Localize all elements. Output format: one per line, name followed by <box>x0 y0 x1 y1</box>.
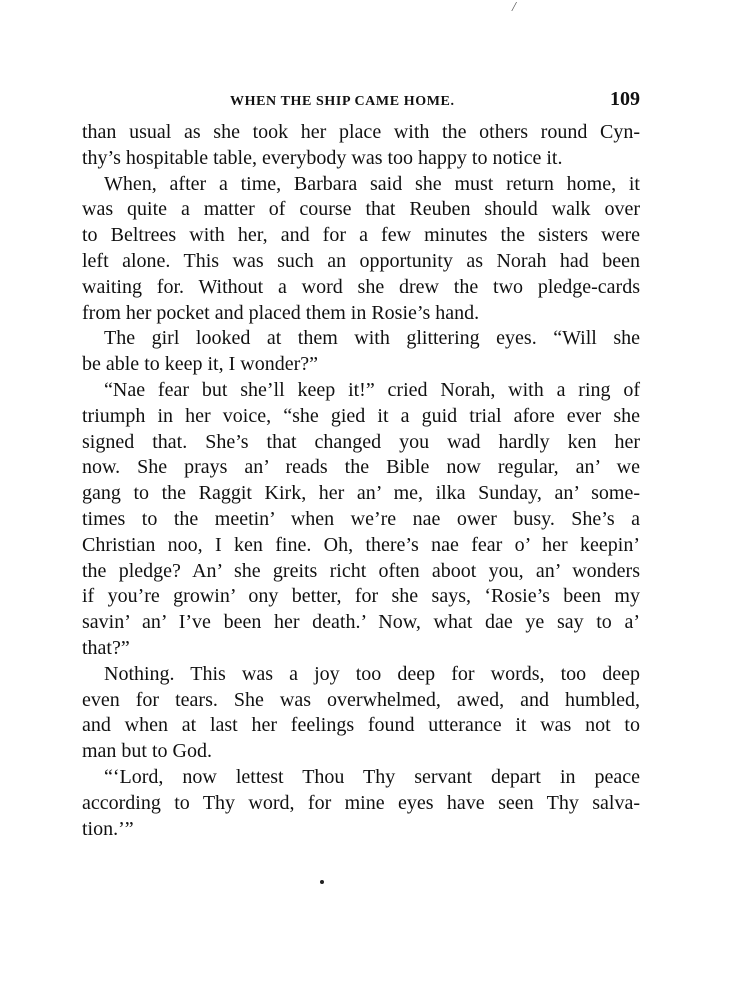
text-line: The girl looked at them with glittering eyes. “Will she <box>104 327 640 350</box>
text-line: When, after a time, Barbara said she must return home, it <box>104 172 640 195</box>
text-line: waiting for. Without a word she drew the two pledge-cards <box>82 275 640 298</box>
text-line: man but to God. <box>82 740 212 763</box>
text-line: if you’re growin’ ony better, for she says, ‘Rosie’s been my <box>82 585 640 608</box>
text-line: times to the meetin’ when we’re nae ower busy. She’s a <box>82 507 640 530</box>
paragraph <box>82 326 640 378</box>
text-line: “‘Lord, now lettest Thou Thy servant depart in peace <box>104 765 640 788</box>
paragraph <box>82 378 640 662</box>
text-line: gang to the Raggit Kirk, her an’ me, ilka Sunday, an’ some- <box>82 482 640 505</box>
paragraph <box>82 120 640 172</box>
text-line: signed that. She’s that changed you wad hardly ken her <box>82 430 640 453</box>
text-line: Christian noo, I ken fine. Oh, there’s nae fear o’ her keepin’ <box>82 533 640 556</box>
text-line: the pledge? An’ she greits richt often aboot you, an’ wonders <box>82 559 640 582</box>
text-line: was quite a matter of course that Reuben should walk over <box>82 198 640 221</box>
text-line: savin’ an’ I’ve been her death.’ Now, what dae ye say to a’ <box>82 611 640 634</box>
running-title: WHEN THE SHIP CAME HOME. <box>230 94 455 109</box>
text-line: “Nae fear but she’ll keep it!” cried Norah, with a ring of <box>104 378 640 401</box>
body-text <box>82 120 640 842</box>
paragraph <box>82 765 640 842</box>
text-line: and when at last her feelings found utterance it was not to <box>82 714 640 737</box>
text-line: according to Thy word, for mine eyes have seen Thy salva- <box>82 791 640 814</box>
text-line: tion.’” <box>82 817 134 840</box>
text-line: from her pocket and placed them in Rosie’s hand. <box>82 301 480 324</box>
margin-mark: / <box>512 0 516 15</box>
text-line: now. She prays an’ reads the Bible now regular, an’ we <box>82 456 640 479</box>
book-page <box>82 86 640 842</box>
text-line: be able to keep it, I wonder?” <box>82 353 319 376</box>
text-line: left alone. This was such an opportunity as Norah had been <box>82 249 640 272</box>
paragraph <box>82 662 640 765</box>
text-line: even for tears. She was overwhelmed, awed, and humbled, <box>82 688 640 711</box>
text-line: that?” <box>82 636 130 659</box>
text-line: Nothing. This was a joy too deep for words, too deep <box>104 662 640 685</box>
text-line: than usual as she took her place with the others round Cyn- <box>82 121 640 143</box>
paragraph <box>82 172 640 327</box>
print-speck <box>320 880 324 884</box>
text-line: triumph in her voice, “she gied it a guid trial afore ever she <box>82 404 640 427</box>
text-line: to Beltrees with her, and for a few minutes the sisters were <box>82 224 640 247</box>
text-line: thy’s hospitable table, everybody was too happy to notice it. <box>82 146 563 169</box>
page-number: 109 <box>610 88 640 110</box>
running-header <box>82 86 640 120</box>
